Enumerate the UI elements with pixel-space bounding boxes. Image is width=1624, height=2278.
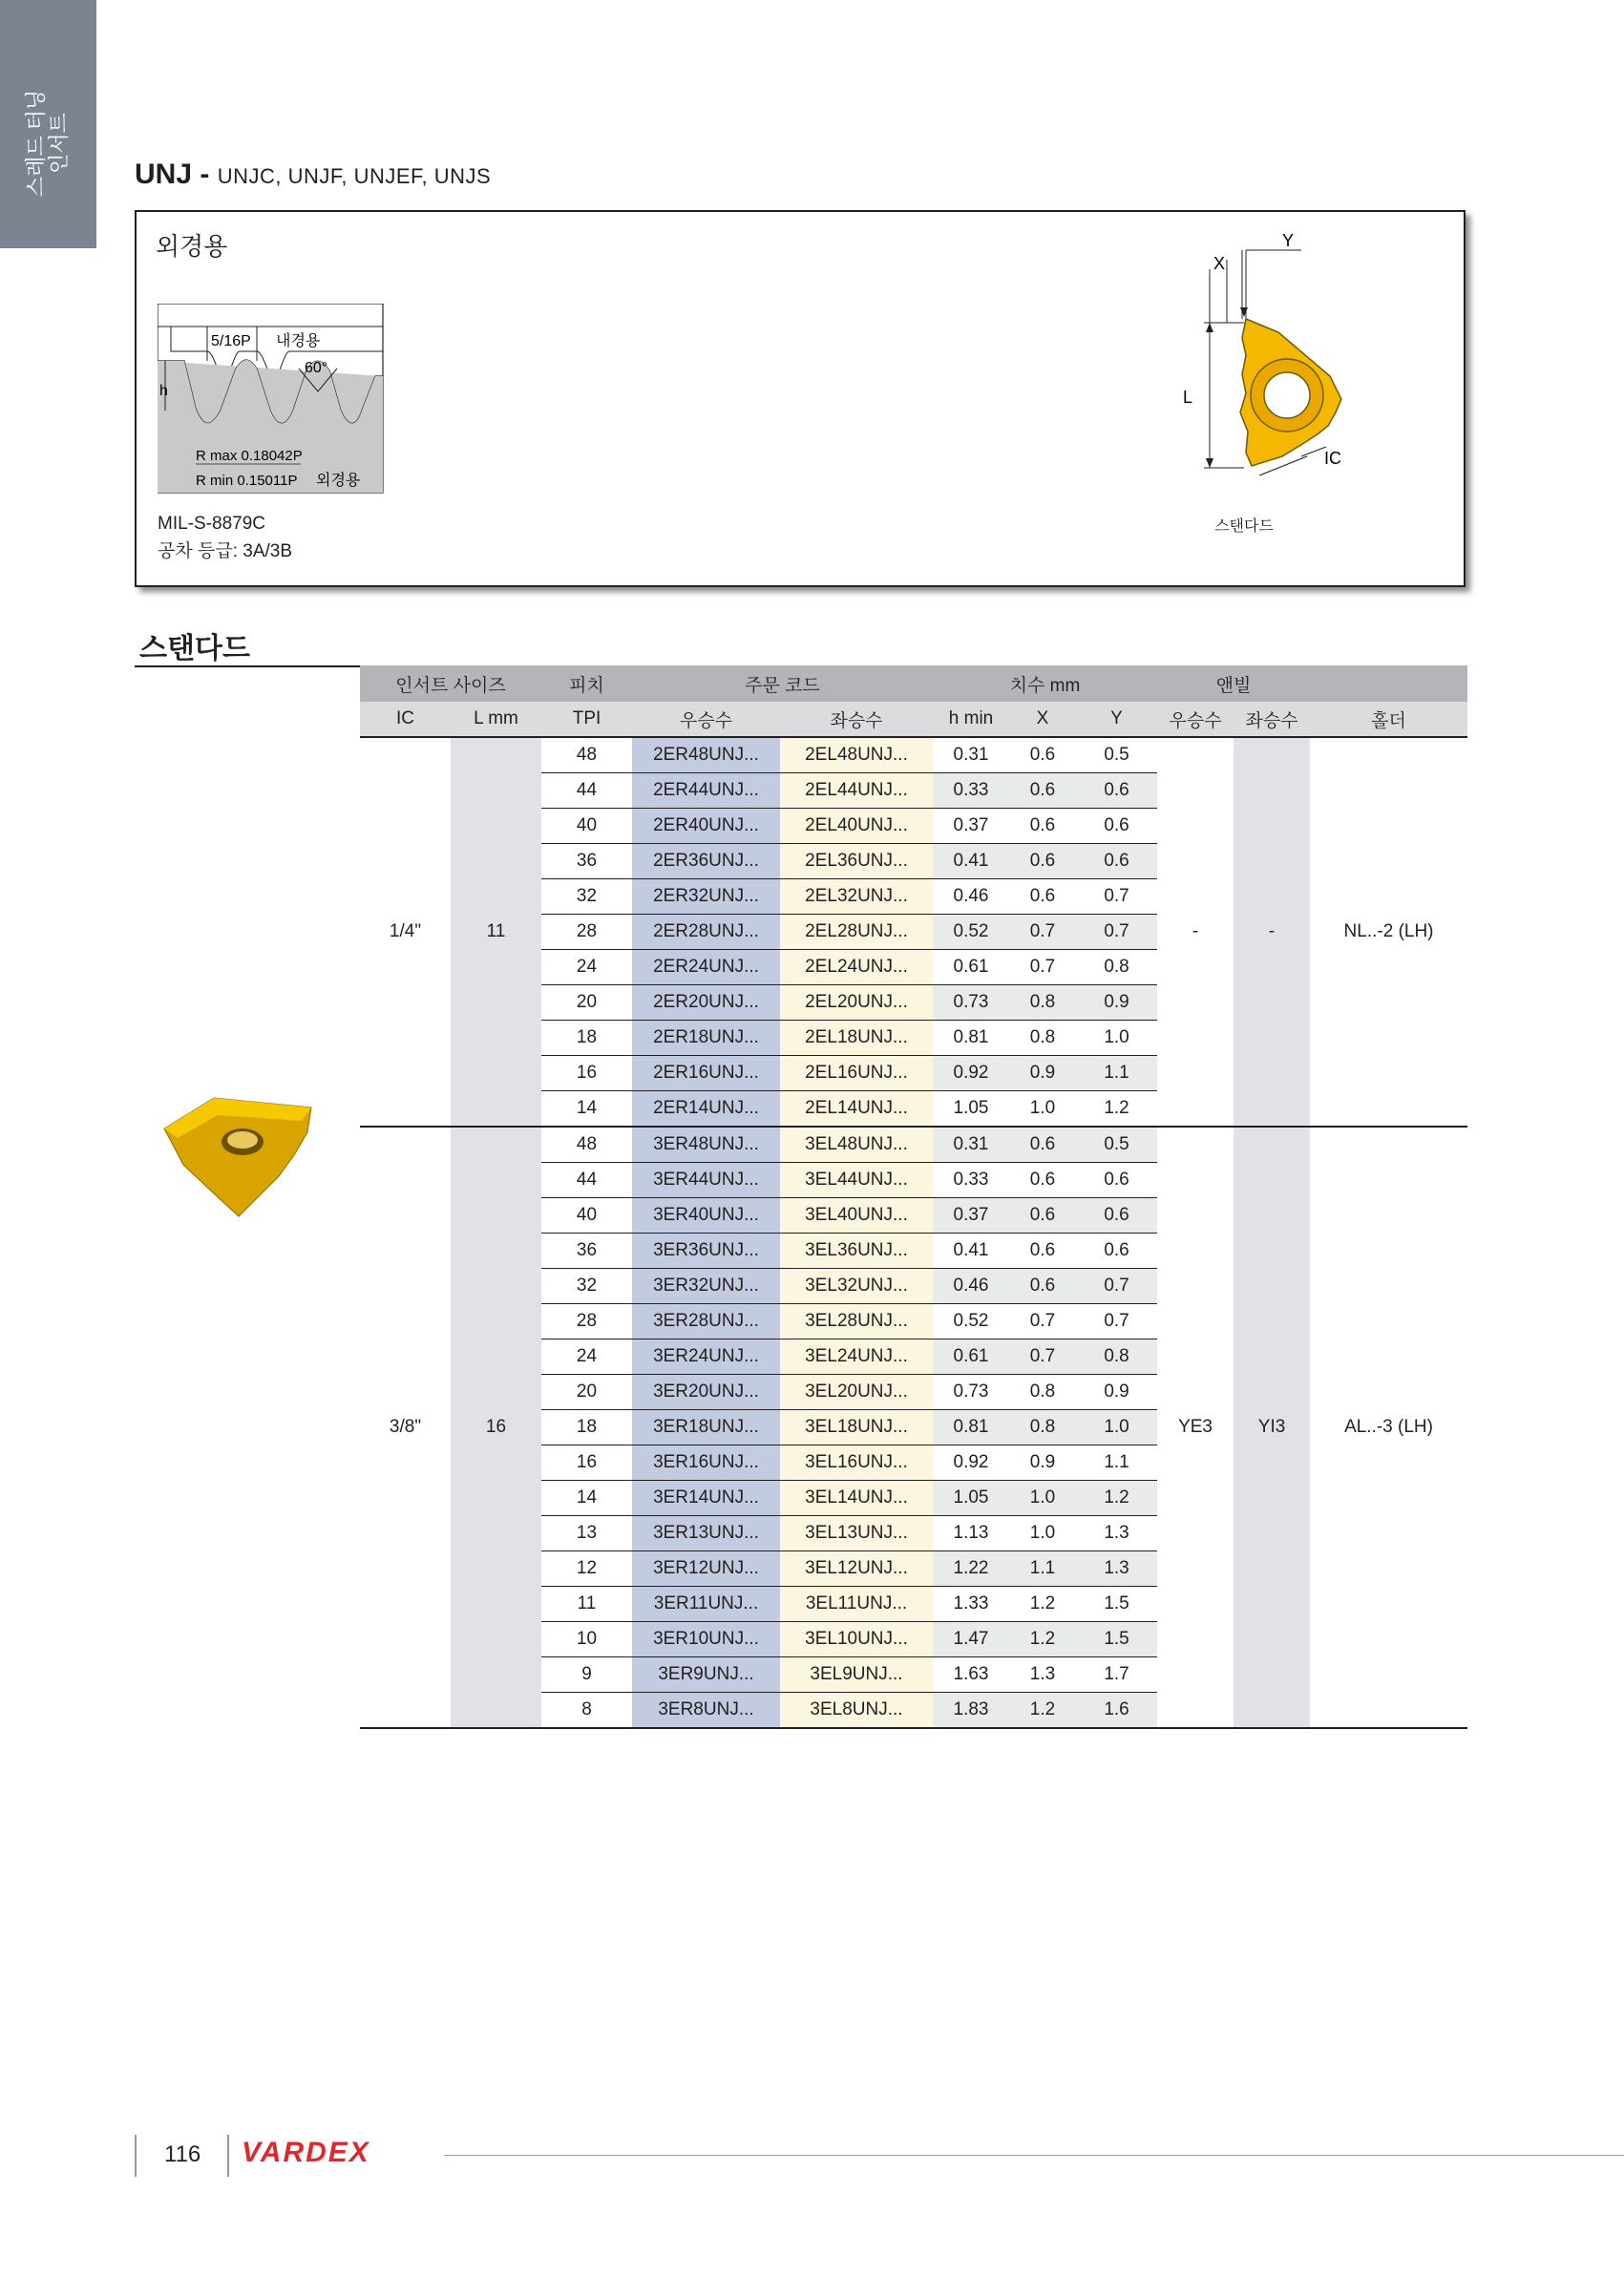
cell-right-code: 2ER18UNJ... <box>632 1021 780 1056</box>
cell-y: 1.1 <box>1076 1056 1157 1091</box>
cell-x: 0.9 <box>1009 1445 1076 1481</box>
cell-y: 1.3 <box>1076 1516 1157 1551</box>
th-ic: IC <box>360 702 451 737</box>
page-title-sub: UNJC, UNJF, UNJEF, UNJS <box>217 164 492 188</box>
cell-hmin: 0.73 <box>933 1375 1009 1410</box>
cell-holder: AL..-3 (LH) <box>1310 1127 1467 1728</box>
footer-rule <box>444 2155 1624 2156</box>
th-insert-size: 인서트 사이즈 <box>360 665 541 702</box>
cell-x: 0.6 <box>1009 809 1076 844</box>
table-header-row-1 <box>360 665 1467 702</box>
cell-x: 1.3 <box>1009 1657 1076 1693</box>
cell-right-code: 2ER28UNJ... <box>632 915 780 950</box>
cell-right-code: 2ER14UNJ... <box>632 1091 780 1128</box>
cell-hmin: 1.05 <box>933 1091 1009 1128</box>
table-row <box>360 737 1467 773</box>
cell-right-code: 3ER20UNJ... <box>632 1375 780 1410</box>
cell-hmin: 0.61 <box>933 1339 1009 1375</box>
cell-hmin: 0.31 <box>933 1127 1009 1163</box>
cell-left-code: 2EL14UNJ... <box>780 1091 933 1128</box>
cell-tpi: 8 <box>541 1693 632 1729</box>
profile-angle-label: 60° <box>305 360 328 376</box>
cell-x: 0.8 <box>1009 1021 1076 1056</box>
cell-right-code: 3ER24UNJ... <box>632 1339 780 1375</box>
cell-tpi: 40 <box>541 1198 632 1234</box>
cell-y: 1.0 <box>1076 1021 1157 1056</box>
th-anvil-left: 좌승수 <box>1234 702 1310 737</box>
cell-hmin: 0.37 <box>933 1198 1009 1234</box>
cell-hmin: 0.41 <box>933 844 1009 879</box>
cell-x: 0.6 <box>1009 1127 1076 1163</box>
cell-y: 0.5 <box>1076 1127 1157 1163</box>
th-x: X <box>1009 702 1076 737</box>
cell-right-code: 3ER9UNJ... <box>632 1657 780 1693</box>
cell-hmin: 0.52 <box>933 1304 1009 1339</box>
cell-hmin: 0.31 <box>933 737 1009 773</box>
cell-y: 1.5 <box>1076 1587 1157 1622</box>
cell-left-code: 3EL12UNJ... <box>780 1551 933 1587</box>
cell-hmin: 0.73 <box>933 985 1009 1021</box>
insert-photo <box>158 1088 321 1222</box>
th-tpi: TPI <box>541 702 632 737</box>
cell-left-code: 3EL20UNJ... <box>780 1375 933 1410</box>
cell-tpi: 16 <box>541 1445 632 1481</box>
th-anvil: 앤빌 <box>1157 665 1310 702</box>
cell-anvil-right: - <box>1157 737 1234 1127</box>
cell-tpi: 44 <box>541 1163 632 1198</box>
th-y: Y <box>1076 702 1157 737</box>
cell-y: 0.7 <box>1076 915 1157 950</box>
page-title <box>135 158 491 191</box>
cell-right-code: 2ER20UNJ... <box>632 985 780 1021</box>
cell-right-code: 3ER16UNJ... <box>632 1445 780 1481</box>
cell-y: 0.6 <box>1076 1163 1157 1198</box>
cell-hmin: 1.05 <box>933 1481 1009 1516</box>
cell-y: 0.6 <box>1076 1234 1157 1269</box>
side-tab-line1: 스레드 터닝 <box>24 89 48 198</box>
cell-right-code: 3ER48UNJ... <box>632 1127 780 1163</box>
footer-divider <box>135 2135 137 2177</box>
page-number: 116 <box>164 2141 201 2167</box>
cell-tpi: 28 <box>541 1304 632 1339</box>
cell-hmin: 1.22 <box>933 1551 1009 1587</box>
cell-left-code: 3EL16UNJ... <box>780 1445 933 1481</box>
cell-x: 0.7 <box>1009 915 1076 950</box>
cell-x: 1.0 <box>1009 1516 1076 1551</box>
cell-tpi: 32 <box>541 1269 632 1304</box>
cell-left-code: 2EL16UNJ... <box>780 1056 933 1091</box>
th-hmin: h min <box>933 702 1009 737</box>
cell-tpi: 14 <box>541 1091 632 1128</box>
cell-left-code: 3EL40UNJ... <box>780 1198 933 1234</box>
cell-y: 0.6 <box>1076 844 1157 879</box>
cell-right-code: 3ER32UNJ... <box>632 1269 780 1304</box>
cell-hmin: 1.83 <box>933 1693 1009 1729</box>
cell-anvil-right: YE3 <box>1157 1127 1234 1728</box>
cell-left-code: 3EL48UNJ... <box>780 1127 933 1163</box>
cell-right-code: 2ER16UNJ... <box>632 1056 780 1091</box>
cell-left-code: 2EL24UNJ... <box>780 950 933 985</box>
insert-y-label: Y <box>1282 231 1295 250</box>
cell-tpi: 18 <box>541 1410 632 1445</box>
cell-y: 1.3 <box>1076 1551 1157 1587</box>
cell-ic: 1/4" <box>360 737 451 1127</box>
cell-hmin: 1.13 <box>933 1516 1009 1551</box>
cell-tpi: 9 <box>541 1657 632 1693</box>
cell-ic: 3/8" <box>360 1127 451 1728</box>
cell-tpi: 13 <box>541 1516 632 1551</box>
table-header-row-2 <box>360 702 1467 737</box>
cell-y: 1.2 <box>1076 1481 1157 1516</box>
cell-hmin: 0.81 <box>933 1021 1009 1056</box>
cell-x: 1.1 <box>1009 1551 1076 1587</box>
cell-tpi: 40 <box>541 809 632 844</box>
cell-tpi: 24 <box>541 1339 632 1375</box>
cell-x: 1.2 <box>1009 1587 1076 1622</box>
cell-left-code: 2EL20UNJ... <box>780 985 933 1021</box>
cell-hmin: 0.52 <box>933 915 1009 950</box>
cell-left-code: 3EL18UNJ... <box>780 1410 933 1445</box>
insert-l-label: L <box>1183 388 1193 407</box>
insert-ic-label: IC <box>1324 449 1341 468</box>
cell-tpi: 12 <box>541 1551 632 1587</box>
cell-hmin: 0.46 <box>933 1269 1009 1304</box>
cell-hmin: 1.63 <box>933 1657 1009 1693</box>
cell-tpi: 20 <box>541 1375 632 1410</box>
cell-tpi: 48 <box>541 1127 632 1163</box>
cell-y: 1.6 <box>1076 1693 1157 1729</box>
cell-y: 1.0 <box>1076 1410 1157 1445</box>
cell-x: 0.6 <box>1009 879 1076 915</box>
section-title: 스탠다드 <box>139 633 250 664</box>
cell-left-code: 2EL32UNJ... <box>780 879 933 915</box>
cell-left-code: 3EL10UNJ... <box>780 1622 933 1657</box>
cell-x: 0.7 <box>1009 950 1076 985</box>
cell-x: 0.8 <box>1009 1410 1076 1445</box>
th-right: 우승수 <box>632 702 780 737</box>
cell-y: 0.5 <box>1076 737 1157 773</box>
cell-tpi: 24 <box>541 950 632 985</box>
tolerance-text: 공차 등급: 3A/3B <box>158 541 293 561</box>
cell-x: 0.7 <box>1009 1339 1076 1375</box>
cell-tpi: 20 <box>541 985 632 1021</box>
cell-hmin: 1.33 <box>933 1587 1009 1622</box>
cell-left-code: 2EL48UNJ... <box>780 737 933 773</box>
cell-x: 0.6 <box>1009 737 1076 773</box>
page-title-main: UNJ - <box>135 158 210 190</box>
profile-pitch-label: 5/16P <box>211 333 251 349</box>
cell-hmin: 0.37 <box>933 809 1009 844</box>
cell-left-code: 3EL14UNJ... <box>780 1481 933 1516</box>
cell-left-code: 3EL24UNJ... <box>780 1339 933 1375</box>
insert-dimension-diagram <box>1139 231 1425 479</box>
cell-y: 0.9 <box>1076 1375 1157 1410</box>
cell-hmin: 0.46 <box>933 879 1009 915</box>
cell-left-code: 3EL32UNJ... <box>780 1269 933 1304</box>
cell-y: 1.5 <box>1076 1622 1157 1657</box>
cell-x: 0.6 <box>1009 773 1076 809</box>
cell-right-code: 3ER10UNJ... <box>632 1622 780 1657</box>
cell-tpi: 48 <box>541 737 632 773</box>
cell-l: 11 <box>451 737 541 1127</box>
cell-left-code: 3EL13UNJ... <box>780 1516 933 1551</box>
cell-holder: NL..-2 (LH) <box>1310 737 1467 1127</box>
spec-box <box>135 210 1466 587</box>
cell-left-code: 3EL9UNJ... <box>780 1657 933 1693</box>
thread-profile-diagram <box>158 304 387 495</box>
cell-left-code: 2EL18UNJ... <box>780 1021 933 1056</box>
cell-tpi: 32 <box>541 879 632 915</box>
side-tab <box>0 0 96 248</box>
cell-x: 0.6 <box>1009 1163 1076 1198</box>
cell-l: 16 <box>451 1127 541 1728</box>
spec-box-title: 외경용 <box>156 232 228 261</box>
cell-hmin: 1.47 <box>933 1622 1009 1657</box>
cell-right-code: 3ER18UNJ... <box>632 1410 780 1445</box>
cell-right-code: 2ER32UNJ... <box>632 879 780 915</box>
section-rule <box>135 665 364 667</box>
cell-left-code: 3EL28UNJ... <box>780 1304 933 1339</box>
cell-right-code: 3ER8UNJ... <box>632 1693 780 1729</box>
profile-external-label: 외경용 <box>316 473 361 489</box>
cell-left-code: 3EL36UNJ... <box>780 1234 933 1269</box>
cell-right-code: 3ER11UNJ... <box>632 1587 780 1622</box>
th-anvil-right: 우승수 <box>1157 702 1234 737</box>
th-l: L mm <box>451 702 541 737</box>
cell-hmin: 0.92 <box>933 1056 1009 1091</box>
cell-tpi: 36 <box>541 844 632 879</box>
cell-x: 1.0 <box>1009 1091 1076 1128</box>
cell-x: 0.6 <box>1009 844 1076 879</box>
th-dims: 치수 mm <box>933 665 1157 702</box>
cell-x: 0.9 <box>1009 1056 1076 1091</box>
profile-rmin-label: R min 0.15011P <box>196 473 298 489</box>
cell-left-code: 2EL28UNJ... <box>780 915 933 950</box>
cell-x: 1.2 <box>1009 1693 1076 1729</box>
cell-right-code: 2ER24UNJ... <box>632 950 780 985</box>
cell-right-code: 2ER48UNJ... <box>632 737 780 773</box>
cell-x: 0.7 <box>1009 1304 1076 1339</box>
th-blank <box>1310 665 1467 702</box>
table-row <box>360 1127 1467 1163</box>
standard-text: MIL-S-8879C <box>158 514 265 534</box>
cell-x: 1.0 <box>1009 1481 1076 1516</box>
side-tab-label <box>25 90 71 197</box>
cell-tpi: 44 <box>541 773 632 809</box>
cell-x: 0.6 <box>1009 1234 1076 1269</box>
cell-anvil-left: - <box>1234 737 1310 1127</box>
cell-tpi: 11 <box>541 1587 632 1622</box>
profile-h-label: h <box>159 383 168 399</box>
th-order-code: 주문 코드 <box>632 665 933 702</box>
cell-tpi: 28 <box>541 915 632 950</box>
profile-rmax-label: R max 0.18042P <box>196 448 303 464</box>
cell-left-code: 2EL36UNJ... <box>780 844 933 879</box>
cell-left-code: 2EL44UNJ... <box>780 773 933 809</box>
cell-y: 1.7 <box>1076 1657 1157 1693</box>
cell-right-code: 2ER36UNJ... <box>632 844 780 879</box>
cell-y: 0.7 <box>1076 1304 1157 1339</box>
cell-anvil-left: YI3 <box>1234 1127 1310 1728</box>
cell-right-code: 2ER40UNJ... <box>632 809 780 844</box>
cell-left-code: 2EL40UNJ... <box>780 809 933 844</box>
cell-y: 0.8 <box>1076 950 1157 985</box>
cell-x: 0.6 <box>1009 1198 1076 1234</box>
cell-right-code: 3ER12UNJ... <box>632 1551 780 1587</box>
cell-y: 1.1 <box>1076 1445 1157 1481</box>
cell-left-code: 3EL44UNJ... <box>780 1163 933 1198</box>
cell-x: 0.6 <box>1009 1269 1076 1304</box>
cell-hmin: 0.33 <box>933 773 1009 809</box>
cell-tpi: 10 <box>541 1622 632 1657</box>
cell-hmin: 0.33 <box>933 1163 1009 1198</box>
th-holder: 홀더 <box>1310 702 1467 737</box>
cell-right-code: 3ER40UNJ... <box>632 1198 780 1234</box>
cell-x: 0.8 <box>1009 985 1076 1021</box>
insert-x-label: X <box>1213 254 1226 273</box>
side-tab-line2: 인서트 <box>47 113 71 174</box>
cell-hmin: 0.61 <box>933 950 1009 985</box>
insert-table <box>360 665 1467 1729</box>
cell-y: 1.2 <box>1076 1091 1157 1128</box>
th-left: 좌승수 <box>780 702 933 737</box>
insert-caption: 스탠다드 <box>1214 518 1274 535</box>
th-pitch: 피치 <box>541 665 632 702</box>
cell-tpi: 14 <box>541 1481 632 1516</box>
cell-y: 0.6 <box>1076 773 1157 809</box>
cell-y: 0.7 <box>1076 879 1157 915</box>
cell-right-code: 3ER13UNJ... <box>632 1516 780 1551</box>
cell-x: 1.2 <box>1009 1622 1076 1657</box>
cell-hmin: 0.81 <box>933 1410 1009 1445</box>
cell-left-code: 3EL8UNJ... <box>780 1693 933 1729</box>
cell-x: 0.8 <box>1009 1375 1076 1410</box>
cell-right-code: 2ER44UNJ... <box>632 773 780 809</box>
cell-hmin: 0.92 <box>933 1445 1009 1481</box>
cell-left-code: 3EL11UNJ... <box>780 1587 933 1622</box>
cell-y: 0.8 <box>1076 1339 1157 1375</box>
cell-right-code: 3ER44UNJ... <box>632 1163 780 1198</box>
cell-tpi: 36 <box>541 1234 632 1269</box>
cell-y: 0.6 <box>1076 1198 1157 1234</box>
cell-tpi: 18 <box>541 1021 632 1056</box>
cell-right-code: 3ER36UNJ... <box>632 1234 780 1269</box>
cell-hmin: 0.41 <box>933 1234 1009 1269</box>
cell-y: 0.6 <box>1076 809 1157 844</box>
cell-tpi: 16 <box>541 1056 632 1091</box>
cell-right-code: 3ER28UNJ... <box>632 1304 780 1339</box>
cell-right-code: 3ER14UNJ... <box>632 1481 780 1516</box>
profile-internal-label: 내경용 <box>276 333 321 349</box>
vardex-logo: VARDEX <box>242 2137 370 2168</box>
footer-divider-2 <box>227 2135 229 2177</box>
cell-y: 0.9 <box>1076 985 1157 1021</box>
cell-y: 0.7 <box>1076 1269 1157 1304</box>
